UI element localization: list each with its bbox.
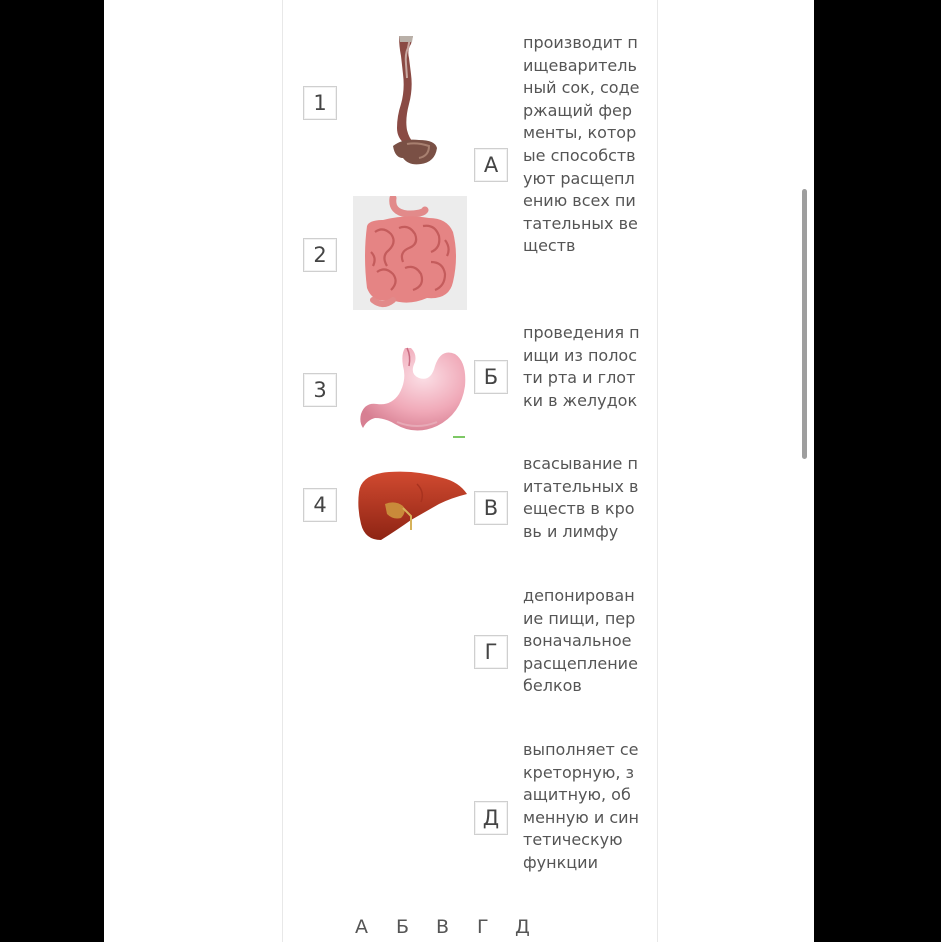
function-letter-v: В [474, 491, 508, 525]
function-text-b: проведения пищи из полости рта и глотки в желудок [523, 323, 640, 410]
liver-icon [355, 468, 469, 544]
function-text-d: выполняет секреторную, защитную, обменную и синтетическую функции [523, 740, 639, 872]
page [104, 0, 814, 942]
vertical-scrollbar[interactable] [802, 189, 807, 459]
answer-label-b: Б [396, 916, 410, 938]
answer-label-v: В [436, 916, 450, 938]
answer-label-g: Г [477, 916, 489, 938]
matching-task-card [282, 0, 658, 942]
function-letter-g: Г [474, 635, 508, 669]
organ-number-1: 1 [303, 86, 337, 120]
function-letter-b: Б [474, 360, 508, 394]
function-text-a: производит пищеварительный сок, содержащий ферменты, которые способствуют расщеплению всех питательных веществ [523, 33, 640, 256]
small-intestine-icon [353, 196, 467, 310]
answer-label-d: Д [515, 916, 530, 938]
answer-label-a: А [355, 916, 368, 938]
function-text-g: депонирование пищи, первоначальное расщепление белков [523, 586, 638, 696]
answer-header-row [283, 916, 657, 940]
function-text-v: всасывание питательных веществ в кровь и лимфу [523, 454, 639, 541]
organ-number-4: 4 [303, 488, 337, 522]
esophagus-icon [383, 34, 443, 169]
function-letter-a: А [474, 148, 508, 182]
stomach-icon [357, 344, 469, 442]
function-letter-d: Д [474, 801, 508, 835]
organ-number-3: 3 [303, 373, 337, 407]
organ-number-2: 2 [303, 238, 337, 272]
